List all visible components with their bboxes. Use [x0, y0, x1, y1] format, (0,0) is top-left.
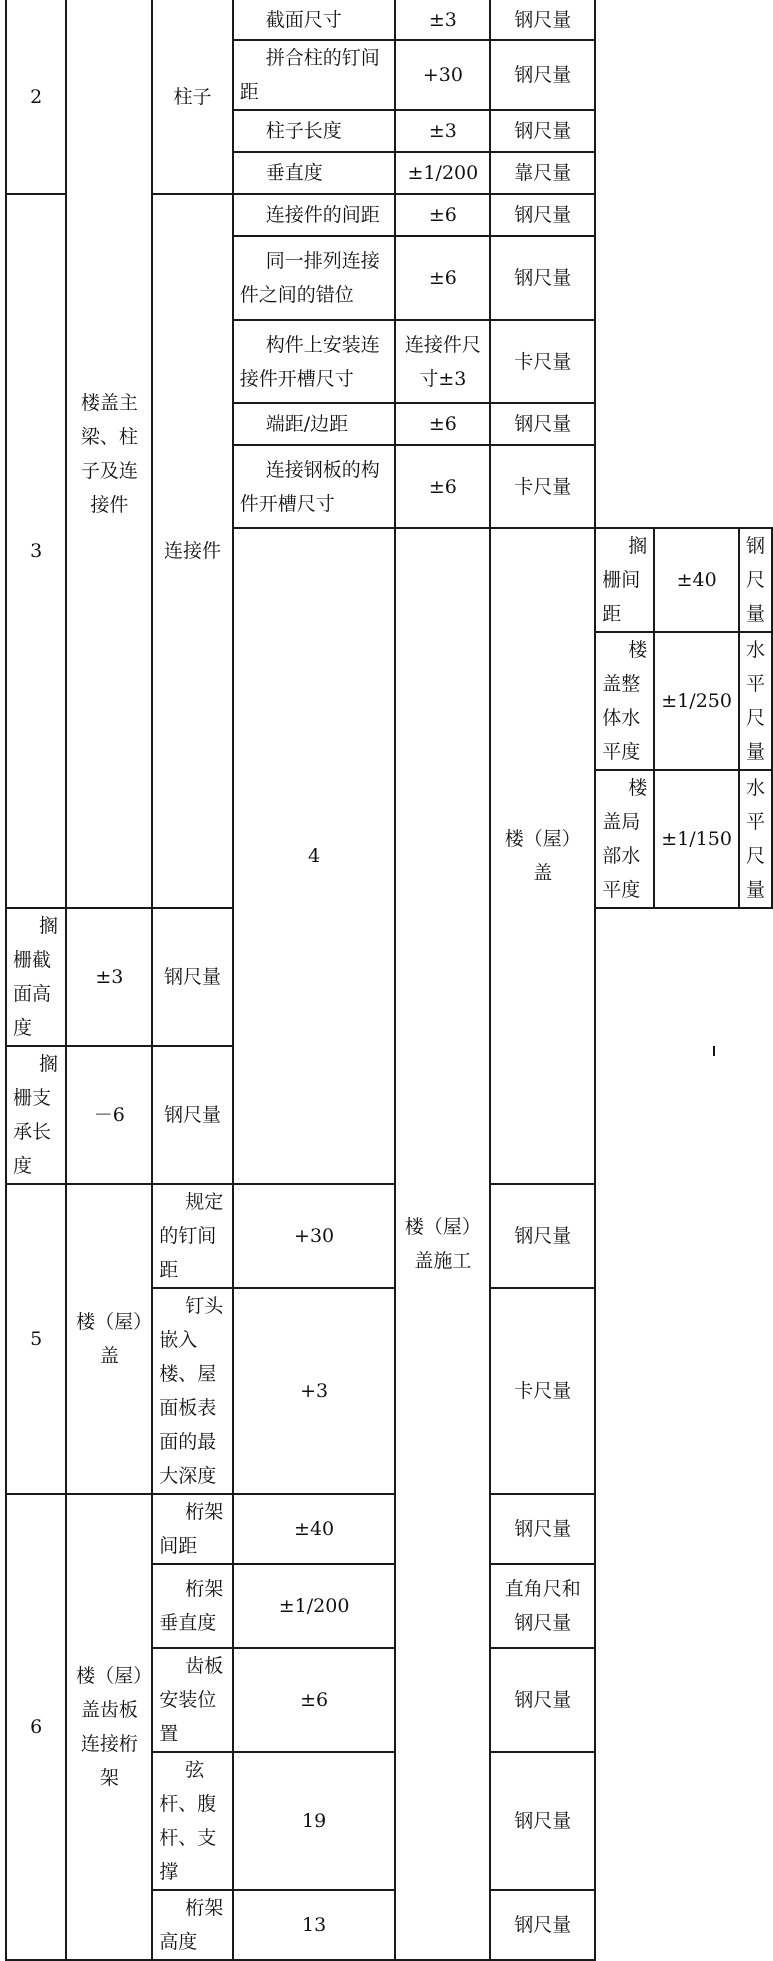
item-cell: 垂直度 — [233, 152, 396, 194]
method-cell: 靠尺量 — [490, 152, 595, 194]
item-cell: 截面尺寸 — [233, 0, 396, 40]
item-cell: 搁栅间距 — [595, 528, 654, 632]
item-cell: 拼合柱的钉间距 — [233, 40, 396, 110]
item-cell: 端距/边距 — [233, 403, 396, 445]
method-cell: 钢尺量 — [490, 1494, 595, 1564]
tolerance-cell: 连接件尺寸±3 — [395, 320, 490, 403]
tolerance-cell: ±1/200 — [395, 152, 490, 194]
item-cell: 齿板安装位置 — [152, 1648, 233, 1752]
method-cell: 钢尺量 — [490, 403, 595, 445]
item-cell: 钉头嵌入楼、屋面板表面的最大深度 — [152, 1288, 233, 1494]
method-cell: 水平尺量 — [739, 632, 772, 770]
tolerance-cell: ±6 — [395, 445, 490, 528]
category-cell: 楼（屋）盖施工 — [395, 528, 490, 1960]
subcategory-cell: 柱子 — [152, 0, 233, 194]
method-cell: 钢尺量 — [490, 0, 595, 40]
scan-mark — [713, 1046, 715, 1056]
item-cell: 同一排列连接件之间的错位 — [233, 236, 396, 320]
method-cell: 钢尺量 — [490, 1752, 595, 1890]
row-number: 6 — [6, 1494, 66, 1960]
tolerance-cell: +3 — [233, 1288, 396, 1494]
tolerance-cell: ±1/250 — [654, 632, 739, 770]
method-cell: 钢尺量 — [739, 528, 772, 632]
item-cell: 搁栅截面高度 — [6, 908, 66, 1046]
item-cell: 构件上安装连接件开槽尺寸 — [233, 320, 396, 403]
item-cell: 桁架高度 — [152, 1890, 233, 1960]
item-cell: 桁架垂直度 — [152, 1564, 233, 1648]
method-cell: 钢尺量 — [490, 236, 595, 320]
subcategory-cell: 楼（屋）盖 — [66, 1184, 152, 1494]
method-cell: 钢尺量 — [152, 1046, 233, 1184]
item-cell: 连接钢板的构件开槽尺寸 — [233, 445, 396, 528]
tolerance-cell: ±6 — [395, 194, 490, 236]
method-cell: 钢尺量 — [490, 40, 595, 110]
tolerance-cell: ±1/200 — [233, 1564, 396, 1648]
item-cell: 连接件的间距 — [233, 194, 396, 236]
row-number: 4 — [233, 528, 396, 1184]
subcategory-cell: 楼（屋）盖 — [490, 528, 595, 1184]
subcategory-cell: 楼（屋）盖齿板连接桁架 — [66, 1494, 152, 1960]
tolerance-cell: ±6 — [233, 1648, 396, 1752]
tolerance-cell: +30 — [395, 40, 490, 110]
tolerance-cell: ±40 — [654, 528, 739, 632]
item-cell: 搁栅支承长度 — [6, 1046, 66, 1184]
method-cell: 钢尺量 — [152, 908, 233, 1046]
tolerance-table — [5, 0, 773, 1961]
method-cell: 卡尺量 — [490, 1288, 595, 1494]
method-cell: 卡尺量 — [490, 445, 595, 528]
row-number: 5 — [6, 1184, 66, 1494]
method-cell: 水平尺量 — [739, 770, 772, 908]
table-row — [6, 0, 772, 40]
subcategory-cell: 连接件 — [152, 194, 233, 908]
item-cell: 桁架间距 — [152, 1494, 233, 1564]
table-row — [6, 1494, 772, 1564]
item-cell: 柱子长度 — [233, 110, 396, 152]
tolerance-cell: ±3 — [395, 0, 490, 40]
tolerance-cell: ±40 — [233, 1494, 396, 1564]
item-cell: 弦杆、腹杆、支撑 — [152, 1752, 233, 1890]
method-cell: 卡尺量 — [490, 320, 595, 403]
tolerance-cell: ±6 — [395, 236, 490, 320]
method-cell: 钢尺量 — [490, 1648, 595, 1752]
method-cell: 钢尺量 — [490, 1890, 595, 1960]
tolerance-cell: +30 — [233, 1184, 396, 1288]
row-number: 2 — [6, 0, 66, 194]
tolerance-cell: ±3 — [66, 908, 152, 1046]
tolerance-cell: ±3 — [395, 110, 490, 152]
method-cell: 钢尺量 — [490, 110, 595, 152]
item-cell: 楼盖整体水平度 — [595, 632, 654, 770]
method-cell: 钢尺量 — [490, 194, 595, 236]
category-cell: 楼盖主梁、柱子及连接件 — [66, 0, 152, 908]
item-cell: 规定的钉间距 — [152, 1184, 233, 1288]
table-row — [6, 1184, 772, 1288]
tolerance-cell: ±6 — [395, 403, 490, 445]
tolerance-cell: 13 — [233, 1890, 396, 1960]
tolerance-cell: 19 — [233, 1752, 396, 1890]
tolerance-cell: ±1/150 — [654, 770, 739, 908]
item-cell: 楼盖局部水平度 — [595, 770, 654, 908]
method-cell: 钢尺量 — [490, 1184, 595, 1288]
method-cell: 直角尺和钢尺量 — [490, 1564, 595, 1648]
tolerance-cell: －6 — [66, 1046, 152, 1184]
row-number: 3 — [6, 194, 66, 908]
